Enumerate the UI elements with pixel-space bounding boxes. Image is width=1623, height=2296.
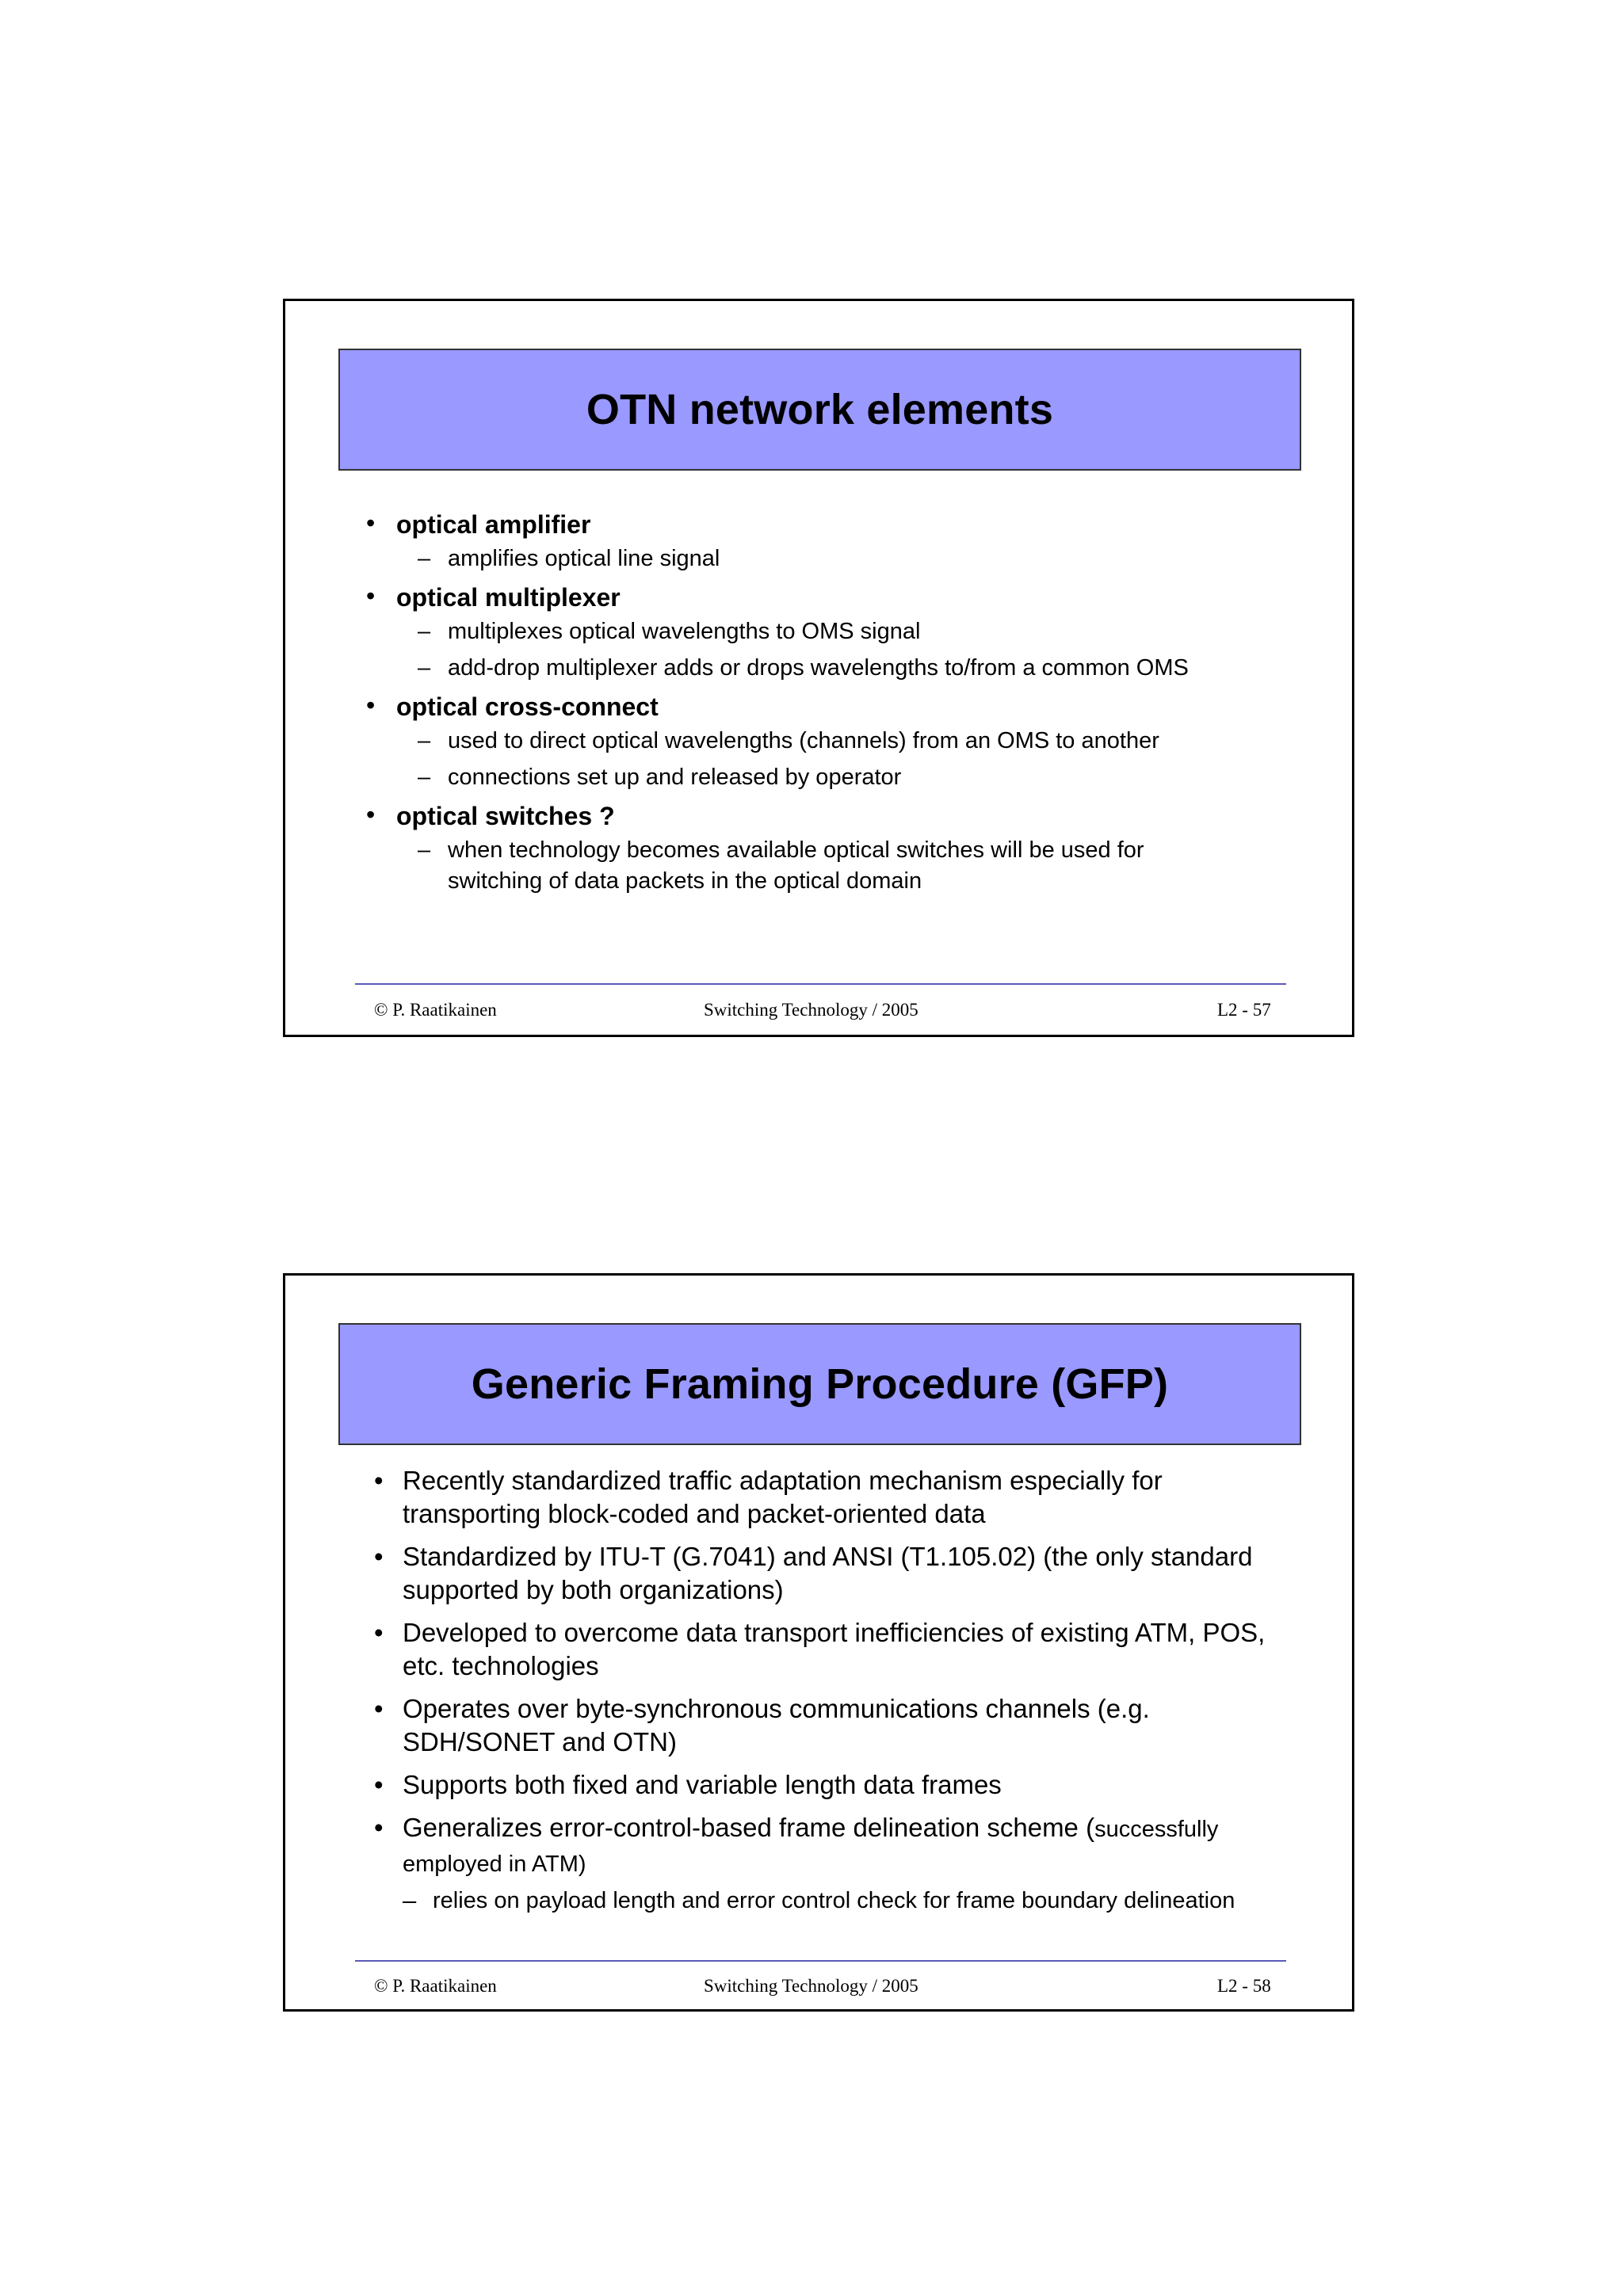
list-item-text: Operates over byte-synchronous communications channels (e.g. SDH/SONET and OTN)	[403, 1694, 1150, 1756]
bullet-icon: •	[374, 1813, 384, 1842]
bullet-icon: •	[374, 1694, 384, 1723]
list-item	[285, 1768, 1352, 1802]
bullet-icon: •	[374, 1466, 384, 1495]
list-item	[285, 799, 1352, 897]
sub-item-text: when technology becomes available optical switches will be used for switching of data packets in the optical domain	[448, 837, 1144, 894]
bullet-list	[285, 507, 1352, 897]
bullet-icon: •	[366, 509, 376, 537]
list-item-text: optical amplifier	[396, 510, 591, 539]
footer-course: Switching Technology / 2005	[704, 1000, 918, 1020]
sub-list-item	[396, 762, 1352, 793]
list-item	[285, 1616, 1352, 1683]
list-item	[285, 1540, 1352, 1607]
sub-item-text: add-drop multiplexer adds or drops wavelengths to/from a common OMS	[448, 655, 1189, 681]
list-item-text: optical multiplexer	[396, 583, 621, 612]
list-item	[285, 580, 1352, 684]
sub-list-item	[396, 616, 1352, 647]
sub-list	[396, 543, 1352, 574]
bullet-icon: •	[366, 691, 376, 719]
sub-list-item	[396, 835, 1352, 897]
sub-item-text: used to direct optical wavelengths (channels) from an OMS to another	[448, 728, 1159, 753]
sub-list	[396, 835, 1352, 897]
list-item	[285, 1464, 1352, 1531]
footer-course: Switching Technology / 2005	[704, 1976, 918, 1996]
dash-icon: –	[418, 837, 431, 863]
list-item-text: Supports both fixed and variable length data frames	[403, 1770, 1002, 1799]
list-item-text: Generalizes error-control-based frame delineation scheme (	[403, 1813, 1095, 1842]
sub-list	[403, 1886, 1273, 1916]
footer-author: © P. Raatikainen	[374, 1000, 497, 1020]
dash-icon: –	[418, 765, 431, 790]
sub-list-item	[396, 653, 1352, 684]
sub-item-text: multiplexes optical wavelengths to OMS signal	[448, 619, 921, 644]
bullet-list	[285, 1464, 1352, 1916]
footer-divider	[355, 1960, 1286, 1962]
list-item-text: Standardized by ITU-T (G.7041) and ANSI (T1.105.02) (the only standard supported by both organizations)	[403, 1542, 1253, 1604]
bullet-icon: •	[366, 800, 376, 829]
slide-title: OTN network elements	[586, 386, 1054, 433]
sub-list-item	[396, 726, 1352, 757]
slide-content	[285, 1464, 1352, 1916]
bullet-icon: •	[374, 1770, 384, 1799]
sub-list	[396, 726, 1352, 793]
bullet-icon: •	[374, 1542, 384, 1571]
list-item-text: optical switches ?	[396, 802, 615, 830]
list-item	[285, 1692, 1352, 1759]
list-item	[285, 689, 1352, 793]
sub-list	[396, 616, 1352, 684]
slide-57	[283, 299, 1354, 1037]
sub-list-item	[403, 1886, 1273, 1916]
bullet-icon: •	[366, 582, 376, 610]
sub-item-text: relies on payload length and error control check for frame boundary delineation	[433, 1888, 1235, 1913]
dash-icon: –	[418, 728, 431, 753]
slide-content	[285, 507, 1352, 902]
footer-author: © P. Raatikainen	[374, 1976, 497, 1996]
dash-icon: –	[403, 1886, 417, 1914]
bullet-icon: •	[374, 1618, 384, 1647]
list-item-text: Recently standardized traffic adaptation mechanism especially for transporting block-coded and packet-oriented data	[403, 1466, 1163, 1528]
footer-page-number: L2 - 57	[1217, 1000, 1271, 1020]
footer-divider	[355, 983, 1286, 985]
slide-title: Generic Framing Procedure (GFP)	[471, 1360, 1169, 1408]
list-item	[285, 1811, 1352, 1916]
list-item-text: optical cross-connect	[396, 692, 659, 721]
footer-page-number: L2 - 58	[1217, 1976, 1271, 1996]
sub-item-text: connections set up and released by operator	[448, 765, 902, 790]
dash-icon: –	[418, 546, 431, 571]
dash-icon: –	[418, 619, 431, 644]
list-item-text: Developed to overcome data transport inefficiencies of existing ATM, POS, etc. technologies	[403, 1618, 1266, 1680]
list-item	[285, 507, 1352, 574]
sub-list-item	[396, 543, 1352, 574]
slide-58	[283, 1273, 1354, 2012]
sub-item-text: amplifies optical line signal	[448, 546, 720, 571]
slide-title-banner	[338, 349, 1301, 471]
slide-title-banner	[338, 1323, 1301, 1445]
list-item-aside: successfully employed in ATM)	[403, 1817, 1219, 1877]
dash-icon: –	[418, 655, 431, 681]
